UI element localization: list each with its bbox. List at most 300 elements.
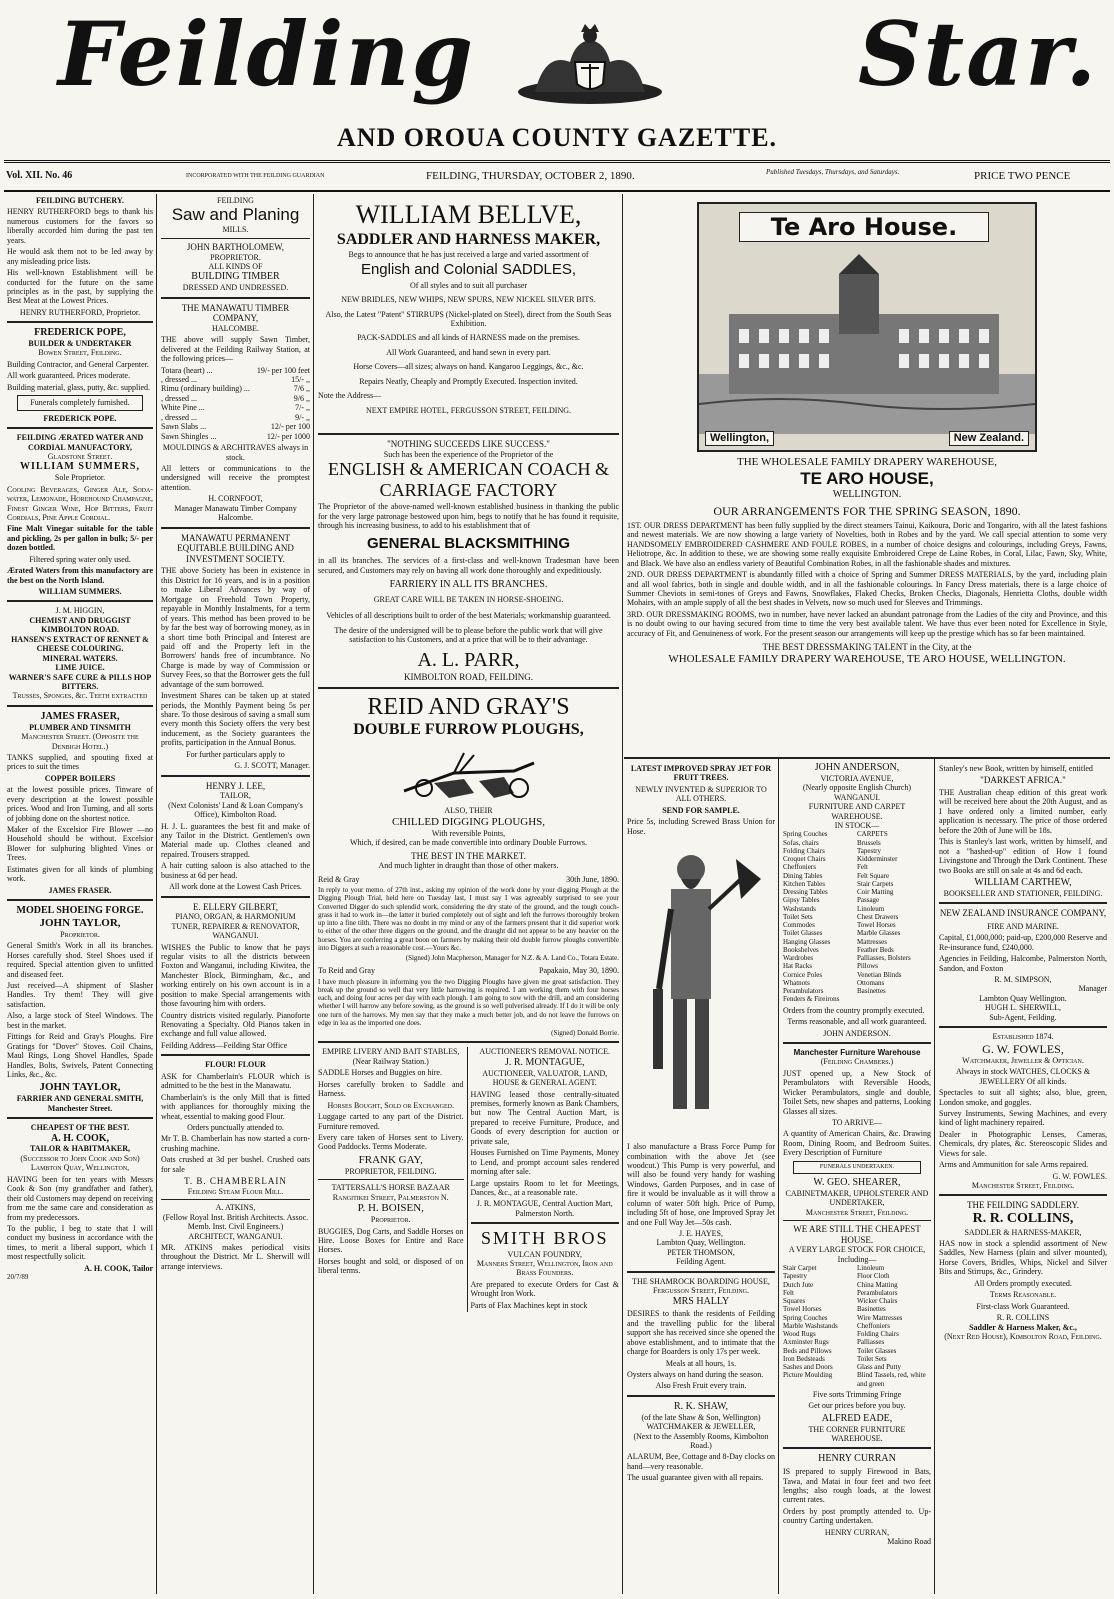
sherwill-name: HUGH L. SHERWILL, bbox=[985, 1003, 1061, 1013]
spray-text-4: Price 5s, including Screwed Brass Union for Hose. bbox=[627, 817, 775, 836]
stock-item: Palliasses, Bolsters bbox=[857, 954, 911, 963]
curran-heading: HENRY CURRAN bbox=[818, 1453, 896, 1465]
manawatu-text: THE above will supply Sawn Timber, delivered at the Feilding Railway Station, at the following prices— bbox=[161, 335, 310, 364]
agencies: Agencies in Feilding, Halcombe, Palmerston North, Sandon, and Foxton bbox=[939, 954, 1107, 973]
stock-item: Cheffoniers bbox=[783, 863, 816, 872]
lee-text-2: A hair cutting saloon is also attached to the business at 6d per head. bbox=[161, 861, 310, 880]
gilbert-heading: E. ELLERY GILBERT, bbox=[193, 901, 278, 912]
gilbert-sub: PIANO, ORGAN, & HARMONIUM TUNER, REPAIRER & RENOVATOR, WANGANUI. bbox=[171, 912, 300, 941]
parr-address: KIMBOLTON ROAD, FEILDING. bbox=[403, 672, 533, 683]
parr-blacksmithing: GENERAL BLACKSMITHING bbox=[366, 534, 571, 552]
reid-letter-2-signature: (Signed) Donald Borrie. bbox=[551, 1029, 619, 1038]
fowles-text-3: Survey Instruments, Sewing Machines, and every kind of light machinery repaired. bbox=[939, 1108, 1107, 1128]
column-rule bbox=[934, 758, 935, 1594]
taylor-text-1: General Smith's Work in all its branches. Horses carefully shod. Steel Shoes used if required. Special attention given to unfitted and diseased feet. bbox=[7, 941, 153, 979]
butchery-text-3: His well-known Establishment will be conducted for the future on the same principles as in the past, by supplying the Best Meat at the Lowest Prices. bbox=[7, 268, 153, 306]
hally-text-1: DESIRES to thank the residents of Feilding and the travelling public for the liberal support she has received since she opened the above establishment, and to intimate that the charge for Boarders is only 17s per week. bbox=[627, 1309, 775, 1357]
stock-item: Basinettes bbox=[857, 987, 886, 996]
stock-item: Spring Couches bbox=[783, 830, 828, 839]
cornfoot-name: H. CORNFOOT, bbox=[208, 494, 263, 504]
collins-text-1: HAS now in stock a splendid assortment of New Saddles, New Harness (plain and silver mounted), Horse Covers, Bridles, Whips, Nickel and Silver Bits and Stirrups, &c., Grindery. bbox=[939, 1239, 1107, 1277]
stock2-list-left bbox=[783, 1264, 857, 1388]
bellve-saddles: English and Colonial SADDLES, bbox=[360, 260, 577, 278]
pope-signature: FREDERICK POPE. bbox=[43, 413, 117, 423]
reid-best: THE BEST IN THE MARKET. bbox=[411, 850, 526, 861]
reid-sub: DOUBLE FURROW PLOUGHS, bbox=[353, 721, 584, 739]
stanley-text-2: THE Australian cheap edition of this great work will be received here about the 20th August, and as I have ordered only a limited number, early application is necessary. The price of those ordered before the 20th of June will be 18s. bbox=[939, 788, 1107, 835]
spray-text-3: SEND FOR SAMPLE. bbox=[662, 805, 740, 815]
empire-column bbox=[318, 1047, 468, 1312]
cook-sub: TAILOR & HABITMAKER, bbox=[29, 1144, 131, 1154]
plough-illustration bbox=[394, 743, 544, 803]
bartholomew-name: JOHN BARTHOLOMEW, bbox=[186, 241, 285, 252]
stock-item: Stair Carpet bbox=[783, 1264, 817, 1273]
price-item: Sawn Slabs ... bbox=[161, 422, 207, 432]
manchester-sub: (Feilding Chambers.) bbox=[820, 1057, 894, 1067]
bellve-text-3: All Work Guaranteed, and hand sewn in every part. bbox=[386, 347, 551, 357]
stanley-text-1: Stanley's new Book, written by himself, entitled bbox=[939, 764, 1093, 773]
reid-also: ALSO, THEIR bbox=[444, 806, 493, 816]
montague-text-2: Houses Furnished on Time Payments, Money to Lend, and prompt account sales rendered morning after sale. bbox=[470, 1148, 619, 1177]
anderson-sub: VICTORIA AVENUE, bbox=[820, 773, 894, 783]
price-row bbox=[161, 375, 310, 384]
stock2-list-right bbox=[857, 1264, 931, 1388]
fowles-heading: G. W. FOWLES, bbox=[982, 1041, 1064, 1056]
stock-item: Felt bbox=[857, 863, 868, 872]
established: Established 1874. bbox=[992, 1032, 1054, 1042]
flour-text-2: Chamberlain's is the only Mill that is fitted with appliances for thoroughly mixing the wheat, essential to making good Flour. bbox=[161, 1092, 310, 1121]
te-aro-text-2: 2ND. OUR DRESS DEPARTMENT is abundantly filled with a choice of Spring and Summer DRESS MATERIALS, by the yard, including plain and all wool fabrics, both in single and double width, and in all the fashionable colourings. In Fancy Dress materials, there is a large choice of Summer Cheviots in semi-tones of Greys and Fawns, Snowflakes, Flaked Checks, Broken Checks, Diagonals, Henrietta Cloths, double width Mohairs, with an ample supply of all the best shades in Velvets, now so much used for Sleeves and Trimmings. bbox=[627, 570, 1107, 608]
te-aro-text-1: 1ST. OUR DRESS DEPARTMENT has been fully supplied by the direct steamers Tainui, Kaikoura, Doric and Tongariro, with all the latest fashions and newest materials. We are now showing a large variety of Novelties, both in Robes and by the yard. We call special attention to some very HANDSOMELY EMBROIDERED CASHMERE AND FOULE ROBES, in a number of choice designs and colourings, including Greys, Fawns, Heliotrope, &c. In addition to these, we are showing some really exquisite Embroidered Crepe de Laine Robes, in Coral, Lilac, Fawn, Sky, White, and Black. We have also an endless variety of Beautiful Combination Robes, in all the fashionable shades and mixtures. bbox=[627, 520, 1107, 568]
parr-heading: ENGLISH & AMERICAN COACH & CARRIAGE FACTORY bbox=[327, 459, 609, 500]
stock-item: Mattresses bbox=[857, 937, 887, 946]
plate-label-left: Wellington, bbox=[705, 431, 774, 446]
price-row bbox=[161, 394, 310, 403]
reid-letter-2: I have much pleasure in informing you the two Digging Ploughs have given me great satisfaction. They break up the ground so well that very little harrowing is required. I am working them with four horses each, and doing four acres per day with each plough. I am going to sow with the drill, and am considering whether I will harrow any before sowing, as the ground is so well pulverised already. If I do it will be only one turn of the harrows. My men say that they make a much better job, and do not leave the furrows on edge in lea as the imported one does. bbox=[318, 977, 619, 1027]
reid-letter-1-date: 30th June, 1890. bbox=[566, 874, 619, 884]
price-item: Sawn Shingles ... bbox=[161, 431, 217, 441]
spray-text-5: I also manufacture a Brass Force Pump for combination with the above Jet (see woodcut.) This Pump is very powerful, and will also be found very handy for washing Windows, Garden Purposes, and in case of fire it would be invaluable as it will throw a column of water 50ft high. Price of Pump, including 5ft of hose, one Improved Spray Jet and one Full Way Jet—50s cash. bbox=[627, 1142, 775, 1227]
reid-letter-1: In reply to your memo. of 27th inst., asking my opinion of the work done by your digging Plough at the Digging Plough Trial, held here on Tuesday last, I must say I was agreeably surprised to see your Converted Digger do such splendid work, considering the dry state of the ground, and the tough couch-grass it had to work in—the latter it buried completely out of sight and left the furrows thoroughly broken up into a fine tilth. There was no doubt in my mind or any of the farmers present that it did superior work to either of the other three diggers on the ground, and the draught did not appear to be any heavier on the horses. You are conferring a great boon on farmers by making their old double furrow ploughs convertible into Diggers at such a reasonable cost.—Yours &c. bbox=[318, 886, 619, 952]
price-row bbox=[161, 366, 310, 375]
simpson-address: Lambton Quay Wellington. bbox=[979, 993, 1067, 1003]
anderson-sub-2: (Nearly opposite English Church) WANGANUI. bbox=[802, 783, 912, 802]
mouldings: MOULDINGS & ARCHITRAVES always in stock. bbox=[162, 443, 309, 462]
smith-heading: SMITH BROS bbox=[480, 1228, 609, 1249]
including: Including— bbox=[837, 1254, 877, 1264]
higgin-line-5: Trusses, Sponges, &c. Teeth extracted bbox=[12, 691, 148, 701]
price: PRICE TWO PENCE bbox=[974, 170, 1071, 182]
price-row bbox=[161, 432, 310, 441]
reid-which: Which, if desired, can be made convertible into ordinary Double Furrows. bbox=[349, 838, 588, 848]
stock-item: Blind Tassels, red, white and green bbox=[857, 1371, 926, 1388]
te-aro-rule bbox=[624, 757, 1110, 759]
price-item: , dressed ... bbox=[161, 412, 197, 422]
atkins-text: MR. ATKINS makes periodical visits throughout the District. Mr L. Sherwill will arrange interviews. bbox=[161, 1242, 310, 1271]
stock-item: Washstands bbox=[783, 904, 816, 913]
manawatu-timber-heading: THE MANAWATU TIMBER COMPANY, bbox=[181, 302, 290, 324]
capital: Capital, £1,000,000; paid-up, £200,000 Reserve and Re-insurance fund, £240,000. bbox=[939, 933, 1107, 952]
reid-lighter: And much lighter in draught than those of other makers. bbox=[378, 861, 559, 871]
price-value: 9/6 ,, bbox=[293, 393, 310, 403]
reid-letter-1-signature: (Signed) John Macpherson, Manager for N.Z. & A. Land Co., Totara Estate. bbox=[405, 954, 619, 963]
stock-item: Glass and Putty bbox=[857, 1363, 901, 1372]
simpson-sub: Manager bbox=[1078, 984, 1107, 994]
anderson-text-2: Terms reasonable, and all work guaranteed. bbox=[787, 1017, 927, 1027]
masthead-title-right: Star. bbox=[858, 2, 1099, 106]
parr-quote: "NOTHING SUCCEEDS LIKE SUCCESS." bbox=[387, 439, 550, 450]
fowles-address: Manchester Street, Feilding. bbox=[971, 1181, 1075, 1191]
funerals-undertaken: FUNERALS UNDERTAKEN. bbox=[793, 1161, 921, 1174]
publication-days: Published Tuesdays, Thursdays, and Saturdays. bbox=[766, 168, 900, 176]
curran-signature: HENRY CURRAN, bbox=[824, 1527, 890, 1537]
fraser-text-1: TANKS supplied, and spouting fixed at prices to suit the times bbox=[7, 752, 153, 772]
gilbert-text-2: Country districts visited regularly. Pianoforte Renovating a Specialty. Old Pianos taken in exchange and full value allowed. bbox=[161, 1010, 310, 1039]
summers-text-3: Ærated Waters from this manufactory are the best on the North Island. bbox=[7, 566, 153, 585]
lee-heading: HENRY J. LEE, bbox=[205, 780, 266, 791]
pope-subheading: BUILDER & UNDERTAKER bbox=[28, 339, 132, 349]
fraser-text-3: at the lowest possible prices. Tinware of every description at the lowest possible prices. Wood and Iron Turning, and all sorts of jobbing done on the shortest notice. bbox=[7, 785, 153, 823]
bellve-styles: Of all styles and to suit all purchaser bbox=[409, 280, 528, 290]
pope-address: Bowen Street, Feilding. bbox=[38, 348, 122, 358]
te-aro-bottom-line: WHOLESALE FAMILY DRAPERY WAREHOUSE, TE ARO HOUSE, WELLINGTON. bbox=[668, 652, 1066, 665]
permanent-heading: MANAWATU PERMANENT EQUITABLE BUILDING AND INVESTMENT SOCIETY. bbox=[177, 532, 294, 564]
price-value: 9/- ,, bbox=[295, 412, 310, 422]
boisen-heading: P. H. BOISEN, bbox=[357, 1202, 424, 1215]
fraser-text-4: Maker of the Excelsior Fire Blower —no Household should be without. Excelsior Blower for sulphuring blighted Vines or Trees. bbox=[7, 825, 153, 863]
stock-item: Axminster Rugs bbox=[783, 1338, 829, 1347]
collins-address: (Next Red House), Kimbolton Road, Feilding. bbox=[944, 1331, 1102, 1341]
stock-item: Hat Racks bbox=[783, 962, 812, 971]
price-item: Totara (heart) ... bbox=[161, 365, 213, 375]
building-timber: BUILDING TIMBER bbox=[191, 271, 280, 283]
lee-address: (Next Colonists' Land & Loan Company's Office), Kimbolton Road. bbox=[168, 800, 303, 820]
fowles-text-5: Arms and Ammunition for sale Arms repaired. bbox=[939, 1160, 1089, 1170]
parr-text-5: The desire of the undersigned will be to please before the public work that will give satisfaction to his Customers, and at a price that will be to their advantage. bbox=[334, 626, 603, 645]
cornfoot-sub: Manager Manawatu Timber Company Halcombe. bbox=[174, 503, 297, 523]
taylor-heading: JOHN TAYLOR, bbox=[39, 916, 121, 929]
montague-text-3: Large upstairs Room to let for Meetings, Dances, &c., at a reasonable rate. bbox=[470, 1178, 619, 1197]
stock-item: Towel Horses bbox=[783, 1305, 822, 1314]
reid-letter-1-to: Reid & Gray bbox=[318, 874, 360, 884]
man-with-sprayer-illustration bbox=[641, 839, 761, 1139]
bellve-address: NEXT EMPIRE HOTEL, FERGUSSON STREET, FEILDING. bbox=[365, 405, 572, 415]
smith-text-1: Are prepared to execute Orders for Cast & Wrought Iron Work. bbox=[470, 1279, 619, 1299]
bellve-text-4: Horse Covers—all sizes; always on hand. Kangaroo Leggings, &c., &c. bbox=[353, 362, 584, 372]
summers-sub: Sole Proprietor. bbox=[54, 473, 106, 483]
coat-of-arms-crest bbox=[515, 22, 665, 107]
pope-text-3: Building material, glass, putty, &c. supplied. bbox=[7, 382, 151, 392]
model-forge-heading: MODEL SHOEING FORGE. bbox=[16, 905, 144, 917]
carthew-heading: WILLIAM CARTHEW, bbox=[974, 876, 1072, 888]
higgin-line-2: MINERAL WATERS. bbox=[42, 653, 118, 663]
stock-item: Toilet Glasses bbox=[783, 929, 823, 938]
manchester-text-1: JUST opened up, a New Stock of Perambulators with Reversible Hoods, Wicker Perambulators, single and double, Toilet Sets, new shapes and patterns, Looking Glasses all sizes. bbox=[783, 1068, 931, 1116]
reid-heading: REID AND GRAY'S bbox=[367, 694, 570, 721]
price-item: , dressed ... bbox=[161, 393, 197, 403]
place-date: FEILDING, THURSDAY, OCTOBER 2, 1890. bbox=[426, 170, 635, 182]
boisen-text-1: BUGGIES, Dog Carts, and Saddle Horses on Hire. Loose Boxes for Entire and Race Horses. bbox=[318, 1226, 464, 1255]
column-te-aro bbox=[624, 194, 1110, 758]
cook-heading: A. H. COOK, bbox=[50, 1132, 110, 1144]
bellve-text-1: Also, the Latest "Patent" STIRRUPS (Nickel-plated on Steel), direct from the South Seas Exhibition. bbox=[325, 309, 612, 328]
gay-sub: PROPRIETOR, FEILDING. bbox=[344, 1166, 437, 1176]
saw-mills: MILLS. bbox=[222, 225, 249, 235]
boisen-sub: Proprietor. bbox=[370, 1215, 411, 1225]
cook-sub-2: (Successor to John Cook and Son) Lambton Quay, Wellington, bbox=[20, 1153, 140, 1173]
price-row bbox=[161, 422, 310, 431]
flour-text-3: Orders punctually attended to. bbox=[187, 1122, 284, 1132]
anderson-heading: JOHN ANDERSON, bbox=[814, 762, 900, 773]
permanent-text-2: Investment Shares can be taken up at stated periods, the Monthly Payment being 5s per share. To those desirous of saving a small sum every month this Society offers the very best inducement, as the Society guarantees the profits, participation in the Annual Bonus. bbox=[161, 691, 310, 748]
manchester-heading: Manchester Furniture Warehouse bbox=[793, 1047, 921, 1057]
column-7 bbox=[936, 760, 1110, 1594]
bellve-heading: WILLIAM BELLVE, bbox=[355, 200, 582, 229]
stock-list-left bbox=[783, 830, 857, 1003]
higgin-line-1: HANSEN'S EXTRACT OF RENNET & CHEESE COLOURING. bbox=[11, 634, 149, 654]
stock-item: Brussels bbox=[857, 838, 881, 847]
column-2 bbox=[158, 194, 313, 1594]
cheapest-house: WE ARE STILL THE CHEAPEST HOUSE. bbox=[793, 1223, 921, 1245]
cheapest-heading: CHEAPEST OF THE BEST. bbox=[30, 1123, 130, 1133]
to-arrive: TO ARRIVE— bbox=[832, 1118, 882, 1128]
column-1 bbox=[4, 194, 156, 1594]
stock-item: Dutch Jute bbox=[783, 1280, 814, 1289]
dressed: DRESSED AND UNDRESSED. bbox=[182, 283, 289, 293]
fraser-signature: JAMES FRASER. bbox=[48, 885, 112, 895]
atkins-sub-2: ARCHITECT, WANGANUI. bbox=[188, 1231, 283, 1241]
hally-text-2: Meals at all hours, 1s. bbox=[665, 1358, 737, 1368]
fraser-address: Manchester Street. (Opposite the Denbigh Hotel.) bbox=[21, 732, 139, 751]
halcombe: HALCOMBE. bbox=[212, 323, 259, 333]
stock-item: Whatnots bbox=[783, 978, 810, 987]
collins-sub: SADDLER & HARNESS-MAKER, bbox=[964, 1227, 1082, 1237]
te-aro-city: WELLINGTON. bbox=[832, 489, 902, 501]
shearer-address: Manchester Street, Feilding. bbox=[805, 1207, 909, 1217]
eade-sub: THE CORNER FURNITURE WAREHOUSE. bbox=[808, 1424, 906, 1443]
stock-item: China Matting bbox=[857, 1280, 898, 1289]
bartholomew-sub: PROPRIETOR. bbox=[210, 252, 261, 262]
stock-item: Sashes and Doors bbox=[783, 1363, 833, 1372]
summers-list: Cooling Beverages, Ginger Ale, Soda-water, Lemonade, Horehound Champagne, Finest Ginger Wine, Hop Bitters, Fruit Cordials, Pine Apple Cordial. bbox=[7, 484, 153, 522]
bellve-bridles: NEW BRIDLES, NEW WHIPS, NEW SPURS, NEW NICKEL SILVER BITS. bbox=[341, 295, 596, 305]
stock-item: Stair Carpets bbox=[857, 879, 894, 888]
stock-item: Beds and Pillows bbox=[783, 1346, 832, 1355]
fraser-sub: PLUMBER AND TINSMITH bbox=[29, 722, 131, 732]
fraser-heading: JAMES FRASER, bbox=[40, 710, 120, 722]
wholesale-heading: THE WHOLESALE FAMILY DRAPERY WAREHOUSE, bbox=[737, 456, 997, 468]
thomson-name: PETER THOMSON, bbox=[667, 1247, 735, 1257]
stock-item: Floor Cloth bbox=[857, 1272, 890, 1281]
pope-text-1: Building Contractor, and General Carpenter. bbox=[7, 359, 149, 369]
price-value: 7/6 ,, bbox=[293, 384, 310, 394]
pope-text-2: All work guaranteed. Prices moderate. bbox=[7, 371, 131, 381]
cook-signature: A. H. COOK, Tailor bbox=[84, 1263, 153, 1273]
empire-text-4: Luggage carted to any part of the District. Furniture removed. bbox=[318, 1112, 464, 1131]
stock-item: Dressing Tables bbox=[783, 888, 828, 897]
stock-item: Kidderminster bbox=[857, 855, 898, 864]
stanley-title: "DARKEST AFRICA." bbox=[980, 775, 1066, 786]
auction-column bbox=[468, 1047, 620, 1312]
shamrock-address: Fergusson Street, Feilding. bbox=[652, 1286, 749, 1296]
stock-item: Basinettes bbox=[857, 1305, 886, 1314]
summers-signature: WILLIAM SUMMERS. bbox=[38, 587, 122, 597]
hally-text-4: Also Fresh Fruit every train. bbox=[655, 1381, 747, 1391]
stock-item: Wicker Chairs bbox=[857, 1297, 898, 1306]
taylor-text-3: Also, a large stock of Steel Windows. The best in the market. bbox=[7, 1011, 153, 1030]
eade-prices: Get our prices before you buy. bbox=[808, 1401, 906, 1411]
stock-item: Feather Beds bbox=[857, 945, 894, 954]
stock-item: Toilet Sets bbox=[857, 1354, 887, 1363]
parr-farriery: FARRIERY IN ALL ITS BRANCHES. bbox=[389, 579, 548, 591]
stock-item: Coir Matting bbox=[857, 888, 894, 897]
manchester-text-2: A quantity of American Chairs, &c. Drawing Room, Dining Room, and Bedroom Suites. Every Description of Furniture bbox=[783, 1129, 931, 1158]
shaw-heading: R. K. SHAW, bbox=[673, 1400, 729, 1412]
letters: All letters or communications to the undersigned will receive the promptest attention. bbox=[161, 463, 310, 492]
plate-label-right: New Zealand. bbox=[949, 431, 1029, 446]
volume-number: Vol. XII. No. 46 bbox=[6, 170, 73, 181]
price-value: 12/- per 100 bbox=[270, 422, 310, 432]
stock-item: Tapestry bbox=[857, 846, 882, 855]
stock-item: Commodes bbox=[783, 921, 815, 930]
te-aro-text-3: 3RD. OUR DRESSMAKING ROOMS, two in number, have never lacked an abundant patronage from the Ladies of the city and Province, and this is no doubt owing to our having secured from time to time the very best available talent. We have thus ever been noted for Excellence in Style, accuracy of Fit, and Genuineness of work. For the present season our arrangements will keep up the prestige which has so far been maintained. bbox=[627, 609, 1107, 638]
flour-text-1: ASK for Chamberlain's FLOUR which is admitted to be the best in the Manawatu. bbox=[161, 1071, 310, 1091]
collins-signature-2: Saddler & Harness Maker, &c., bbox=[969, 1322, 1077, 1332]
stock-item: Toilet Sets bbox=[783, 912, 813, 921]
fowles-text-1: Always in stock WATCHES, CLOCKS & JEWELLERY Of all kinds. bbox=[955, 1067, 1091, 1086]
aerated-address: Gladstone Street. bbox=[47, 451, 113, 461]
stock-item: Wire Mattresses bbox=[857, 1313, 903, 1322]
aerated-heading: FEILDING ÆRATED WATER AND CORDIAL MANUFACTORY, bbox=[16, 433, 144, 452]
te-aro-sign: Te Aro House. bbox=[770, 213, 958, 241]
funerals-box: Funerals completely furnished. bbox=[17, 395, 143, 410]
price-row bbox=[161, 413, 310, 422]
permanent-text-1: THE above Society has been in existence in this District for 16 years, and is in a position to make Liberal Advances by way of Mortgage on Freehold Town Property, repayable in Monthly Instalments, for a term of years. This method has been proved to be by far the best way of borrowing money, as in a short time both Principal and Interest are paid off and the Property left in the Borrowers' hands free of incumbrance. No Charge is made by way of Commission or Survey Fees, so that the Borrower gets the full advantage of the sum borrowed. bbox=[161, 566, 310, 689]
shaw-text-2: The usual guarantee given with all repairs. bbox=[627, 1473, 764, 1483]
column-rule bbox=[156, 194, 157, 1594]
collins-signature: R. R. COLLINS bbox=[996, 1313, 1050, 1323]
boisen-text-2: Horses bought and sold, or disposed of on liberal terms. bbox=[318, 1256, 464, 1276]
butchery-text: HENRY RUTHERFORD begs to thank his numerous customers for the favors so liberally accorded him during the past ten years. bbox=[7, 207, 153, 245]
butchery-heading: FEILDING BUTCHERY. bbox=[36, 196, 124, 205]
smith-address: Manners Street, Wellington, Iron and Brass Founders. bbox=[476, 1258, 613, 1278]
anderson-text-1: Orders from the country promptly executed. bbox=[783, 1005, 925, 1015]
stock-item: Chest Drawers bbox=[857, 912, 899, 921]
price-value: 7/- ,, bbox=[295, 403, 310, 413]
column-rule bbox=[622, 194, 623, 1594]
spray-text-1: LATEST IMPROVED SPRAY JET FOR FRUIT TREES. bbox=[630, 764, 772, 783]
reid-points: With reversible Points, bbox=[431, 828, 506, 838]
empire-text-1: SADDLE Horses and Buggies on hire. bbox=[318, 1068, 442, 1078]
fraser-copper: COPPER BOILERS bbox=[44, 773, 116, 783]
stock-item: Perambulators bbox=[783, 987, 824, 996]
bellve-sub: SADDLER AND HARNESS MAKER, bbox=[336, 230, 601, 248]
montague-text-1: HAVING leased those centrally-situated premises, formerly known as Bank Chambers, but now The Central Auction Mart, is prepared to receive Furniture, Produce, and Goods of every description for auction or private sale, bbox=[470, 1089, 619, 1146]
stock-item: Spring Couches bbox=[783, 1313, 828, 1322]
shaw-address: (Next to the Assembly Rooms, Kimbolton Road.) bbox=[633, 1431, 769, 1451]
saw-heading: Saw and Planing bbox=[171, 205, 300, 225]
column-rule bbox=[313, 194, 314, 1594]
taylor2-sub: FARRIER AND GENERAL SMITH, Manchester Street. bbox=[16, 1094, 144, 1113]
lee-text-3: All work done at the Lowest Cash Prices. bbox=[169, 882, 302, 892]
flour-text-5: Oats crushed at 3d per bushel. Crushed oats for sale bbox=[161, 1155, 310, 1174]
price-item: White Pine ... bbox=[161, 403, 205, 413]
smith-text-2: Parts of Flax Machines kept in stock bbox=[470, 1300, 588, 1310]
stock-item: Picture Moulding bbox=[783, 1371, 833, 1380]
incorporated-note: INCORPORATED WITH THE FEILDING GUARDIAN bbox=[186, 173, 325, 179]
stock-item: Towel Horses bbox=[857, 921, 896, 930]
large-stock: A VERY LARGE STOCK FOR CHOICE, bbox=[788, 1245, 926, 1255]
fraser-text-5: Estimates given for all kinds of plumbing work. bbox=[7, 864, 153, 884]
scott-signature: G. J. SCOTT, Manager. bbox=[234, 761, 310, 771]
in-stock: IN STOCK— bbox=[834, 820, 880, 830]
parr-text-2: The Proprietor of the above-named well-known established business in thanking the public for the very large patronage bestowed upon him, begs to notify that he has found it requisite, through his increasing business, to add to his establishment that of bbox=[318, 502, 619, 531]
te-aro-sign-board bbox=[739, 212, 989, 242]
chamberlain-heading: T. B. CHAMBERLAIN bbox=[184, 1176, 287, 1187]
stock-item: Gipsy Tables bbox=[783, 896, 820, 905]
masthead-rule bbox=[4, 160, 1110, 163]
stock-item: Passage bbox=[857, 896, 880, 905]
flour-heading: FLOUR! FLOUR bbox=[205, 1060, 266, 1070]
stock-item: Palliasses bbox=[857, 1338, 885, 1347]
chamberlain-sub: Feilding Steam Flour Mill. bbox=[187, 1186, 284, 1196]
collins-heading: R. R. COLLINS, bbox=[972, 1211, 1074, 1227]
higgin-sub: CHEMIST AND DRUGGIST KIMBOLTON ROAD. bbox=[29, 615, 131, 635]
bellve-text-5: Repairs Neatly, Cheaply and Promptly Executed. Inspection invited. bbox=[359, 376, 578, 386]
bellve-text-2: PACK-SADDLES and all kinds of HARNESS made on the premises. bbox=[357, 333, 580, 343]
parr-name: A. L. PARR, bbox=[417, 648, 520, 671]
lee-text-1: H. J. L. guarantees the best fit and make of any Tailor in the District. Gentlemen's own Material made up. Clothes cleaned and repaired. Trousers strapped. bbox=[161, 821, 310, 859]
sherwill-sub: Sub-Agent, Feilding. bbox=[989, 1012, 1057, 1022]
taylor-text-4: Fittings for Reid and Gray's Ploughs. Fire Gratings for "Dover" Stoves. Coil Chains, Maul Rings, Long Shovel Handles, Spade Handles, Bolts, Swivels, Patent Connecting Links, &c., &c. bbox=[7, 1032, 153, 1079]
taylor2-heading: JOHN TAYLOR, bbox=[39, 1081, 121, 1094]
reid-letter-2-to: To Reid and Gray bbox=[318, 966, 375, 976]
te-aro-building-illustration bbox=[699, 254, 1035, 434]
masthead bbox=[0, 0, 1114, 182]
furniture-heading: FURNITURE AND CARPET WAREHOUSE. bbox=[808, 802, 906, 821]
stock-item: Toilet Glasses bbox=[857, 1346, 897, 1355]
montague-sub: AUCTIONEER, VALUATOR, LAND, HOUSE & GENERAL AGENT. bbox=[482, 1068, 608, 1088]
empire-heading: EMPIRE LIVERY AND BAIT STABLES, bbox=[322, 1047, 460, 1057]
fowles-signature: G. W. FOWLES. bbox=[1052, 1171, 1107, 1181]
stock-item: Ottomans bbox=[857, 978, 885, 987]
trimming: Five sorts Trimming Fringe bbox=[812, 1389, 902, 1399]
stock-item: Cornice Poles bbox=[783, 970, 823, 979]
stock-item: Linoleum bbox=[857, 904, 885, 913]
stock-item: Folding Chairs bbox=[783, 846, 825, 855]
column-6 bbox=[780, 760, 934, 1594]
eade-heading: ALFRED EADE, bbox=[821, 1412, 893, 1424]
cook-text-2: To the public, I beg to state that I will conduct my business in accordance with the times, to merit a liberal support, which I most respectfully solicit. bbox=[7, 1223, 153, 1262]
smith-sub: VULCAN FOUNDRY, bbox=[507, 1249, 583, 1259]
stock-item: Pillows bbox=[857, 962, 879, 971]
parr-care: GREAT CARE WILL BE TAKEN IN HORSE-SHOEING. bbox=[373, 595, 564, 605]
curran-address: Makino Road bbox=[887, 1537, 931, 1547]
hayes-name: J. E. HAYES, bbox=[679, 1229, 723, 1238]
shearer-heading: W. GEO. SHEARER, bbox=[813, 1176, 901, 1188]
column-rule bbox=[778, 758, 779, 1594]
stock-item: Cheffoniers bbox=[857, 1321, 890, 1330]
montague-heading: J. R. MONTAGUE, bbox=[505, 1056, 585, 1068]
dateline-rule bbox=[4, 190, 1110, 192]
stock-item: Kitchen Tables bbox=[783, 879, 825, 888]
all-kinds: ALL KINDS OF bbox=[208, 261, 263, 271]
reid-chilled: CHILLED DIGGING PLOUGHS, bbox=[391, 815, 546, 828]
stock-item: Linoleum bbox=[857, 1264, 885, 1273]
talent-line: THE BEST DRESSMAKING TALENT in the City, at the bbox=[762, 642, 972, 653]
shamrock-heading: THE SHAMROCK BOARDING HOUSE, bbox=[632, 1276, 770, 1286]
higgin-line-3: LIME JUICE. bbox=[55, 663, 105, 673]
